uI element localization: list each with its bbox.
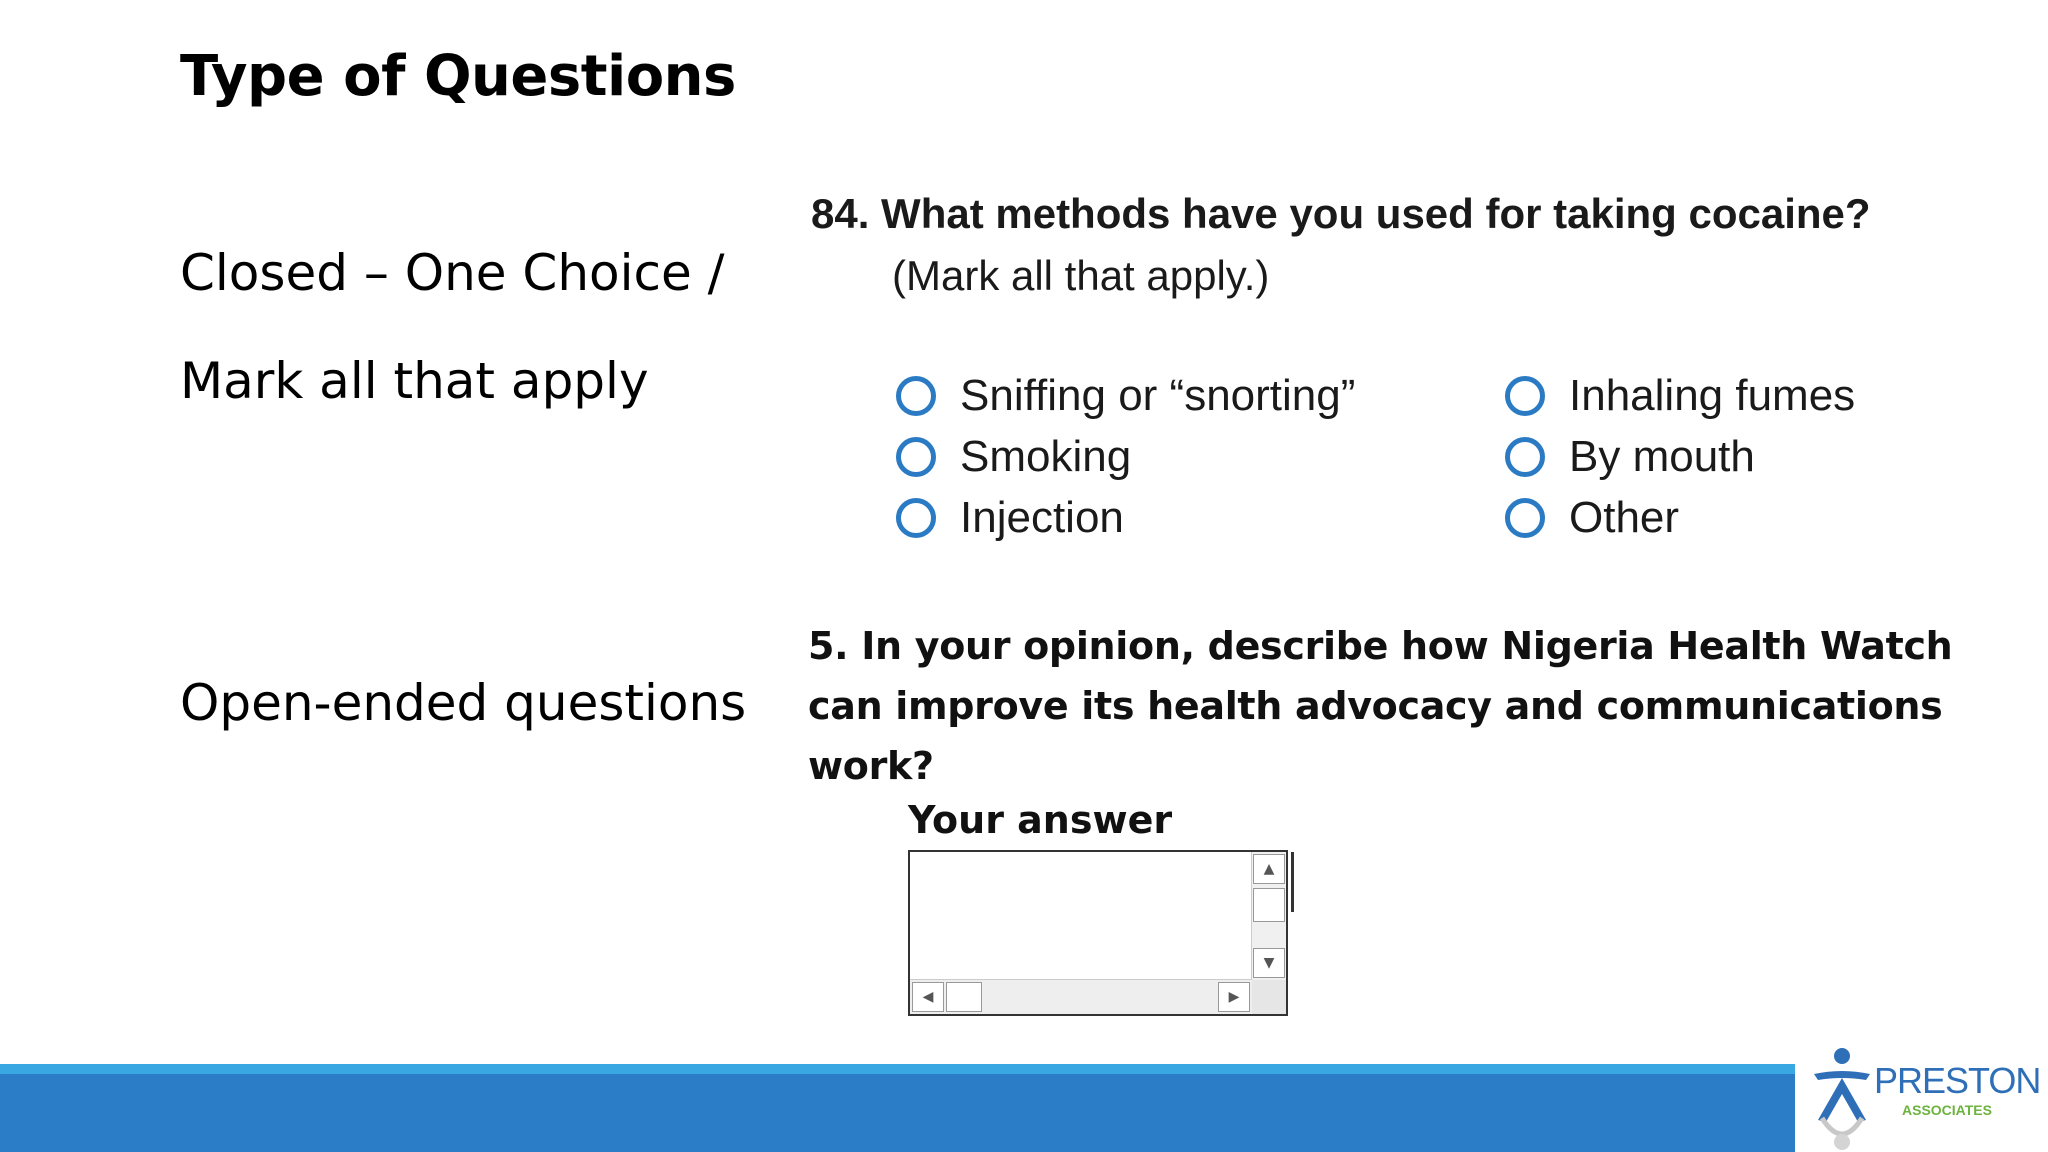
logo-subtitle: ASSOCIATES [1902, 1102, 1992, 1118]
option-sniffing[interactable] [896, 368, 1355, 424]
logo-figure-icon [1808, 1040, 1878, 1152]
option-by-mouth[interactable] [1505, 429, 1755, 485]
answer-label: Your answer [908, 798, 1173, 842]
radio-icon[interactable] [1505, 498, 1545, 538]
preston-logo [1808, 1040, 2048, 1152]
option-label: Injection [960, 493, 1124, 542]
closed-question-label: Closed – One Choice / [180, 244, 725, 302]
radio-icon[interactable] [896, 437, 936, 477]
slide-title: Type of Questions [180, 44, 736, 109]
radio-icon[interactable] [896, 376, 936, 416]
horizontal-scrollbar[interactable] [910, 979, 1252, 1014]
option-inhaling[interactable] [1505, 368, 1855, 424]
option-label: Sniffing or “snorting” [960, 371, 1356, 420]
scrollbar-corner [1252, 980, 1286, 1014]
scroll-down-icon[interactable]: ▼ [1253, 948, 1285, 978]
scroll-up-icon[interactable]: ▲ [1253, 854, 1285, 884]
question-84-instruction: (Mark all that apply.) [892, 252, 1270, 299]
radio-icon[interactable] [1505, 376, 1545, 416]
horizontal-scroll-thumb[interactable] [946, 982, 982, 1012]
question-5-text: 5. In your opinion, describe how Nigeria Health Watch can improve its health advocacy and communications work? [808, 624, 1953, 788]
option-label: Other [1569, 493, 1680, 542]
vertical-scroll-thumb[interactable] [1253, 888, 1285, 922]
option-other[interactable] [1505, 490, 1679, 546]
logo-name: PRESTON [1874, 1060, 2041, 1101]
option-label: Inhaling fumes [1569, 371, 1856, 420]
open-ended-label: Open-ended questions [180, 674, 747, 732]
question-84-title: 84. What methods have you used for taking cocaine? [811, 190, 1871, 237]
answer-value[interactable] [916, 856, 1246, 974]
radio-icon[interactable] [896, 498, 936, 538]
scroll-right-icon[interactable]: ▶ [1218, 982, 1250, 1012]
footer-bar [0, 1064, 1795, 1152]
mark-all-label: Mark all that apply [180, 352, 649, 410]
vertical-scrollbar[interactable] [1251, 852, 1286, 980]
option-injection[interactable] [896, 490, 1124, 546]
radio-icon[interactable] [1505, 437, 1545, 477]
option-smoking[interactable] [896, 429, 1131, 485]
answer-textarea[interactable] [908, 850, 1288, 1016]
scroll-left-icon[interactable]: ◀ [912, 982, 944, 1012]
option-label: By mouth [1569, 432, 1755, 481]
option-label: Smoking [960, 432, 1132, 481]
